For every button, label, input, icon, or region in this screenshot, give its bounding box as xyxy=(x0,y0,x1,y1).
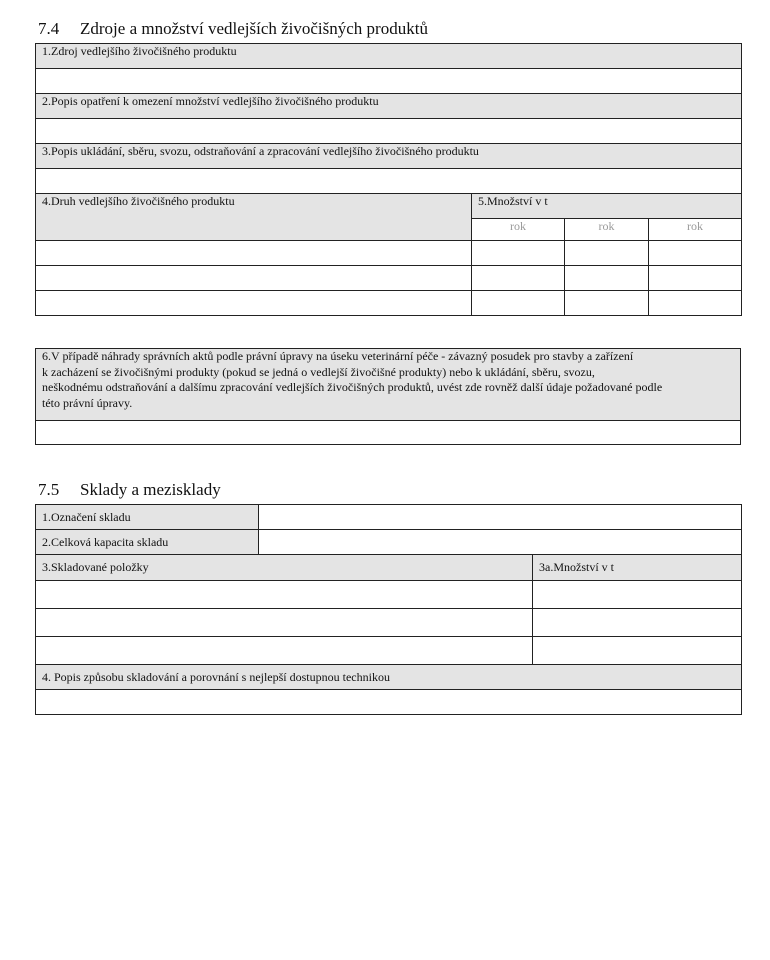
quantity-input-2-3[interactable] xyxy=(649,266,742,291)
stored-item-input-2[interactable] xyxy=(36,609,533,637)
quantity-input-3-1[interactable] xyxy=(472,291,565,316)
note-line-1: 6.V případě náhrady správních aktů podle právní úpravy na úseku veterinární péče - závazný posudek pro stavby a zařízení xyxy=(42,349,634,363)
section-7-4-title xyxy=(38,19,428,39)
field-label-stored-items: 3.Skladované položky xyxy=(36,555,533,581)
year-label-1: rok xyxy=(472,219,565,241)
quantity-input-1-2[interactable] xyxy=(565,241,649,266)
animal-byproducts-table xyxy=(35,43,742,316)
quantity-input-2-1[interactable] xyxy=(472,266,565,291)
storage-table xyxy=(35,504,742,715)
field-label-storage-id: 1.Označení skladu xyxy=(36,505,259,530)
field-label-stored-quantity: 3a.Množství v t xyxy=(533,555,742,581)
section-number: 7.5 xyxy=(38,480,60,499)
field-label-source: 1.Zdroj vedlejšího živočišného produktu xyxy=(36,44,742,69)
product-type-input-3[interactable] xyxy=(36,291,472,316)
field-input-source[interactable] xyxy=(36,69,742,94)
field-label-capacity: 2.Celková kapacita skladu xyxy=(36,530,259,555)
product-type-input-2[interactable] xyxy=(36,266,472,291)
year-label-3: rok xyxy=(649,219,742,241)
field-input-storage-method[interactable] xyxy=(36,690,742,715)
stored-item-input-3[interactable] xyxy=(36,637,533,665)
quantity-input-2-2[interactable] xyxy=(565,266,649,291)
quantity-input-1-3[interactable] xyxy=(649,241,742,266)
section-title-text: Sklady a mezisklady xyxy=(80,480,221,499)
field-input-veterinary-note[interactable] xyxy=(36,421,741,445)
product-type-input-1[interactable] xyxy=(36,241,472,266)
stored-quantity-input-2[interactable] xyxy=(533,609,742,637)
field-input-storage-id[interactable] xyxy=(259,505,742,530)
note-line-2: k zacházení se živočišnými produkty (pokud se jedná o vedlejší živočišné produkty) nebo k ukládání, sběru, svozu, xyxy=(42,364,595,379)
section-7-5-title xyxy=(38,480,221,500)
field-input-handling[interactable] xyxy=(36,169,742,194)
section-title-text: Zdroje a množství vedlejších živočišných produktů xyxy=(80,19,428,38)
quantity-input-3-2[interactable] xyxy=(565,291,649,316)
quantity-input-3-3[interactable] xyxy=(649,291,742,316)
stored-item-input-1[interactable] xyxy=(36,581,533,609)
note-line-4: této právní úpravy. xyxy=(42,395,133,410)
veterinary-note-table xyxy=(35,348,741,445)
stored-quantity-input-1[interactable] xyxy=(533,581,742,609)
note-line-3: neškodnému odstraňování a dalšímu zpracování vedlejších živočišných produktů, uvést zde rovněž další údaje požadované podle xyxy=(42,380,663,394)
stored-quantity-input-3[interactable] xyxy=(533,637,742,665)
field-label-storage-method: 4. Popis způsobu skladování a porovnání s nejlepší dostupnou technikou xyxy=(36,665,742,690)
section-number: 7.4 xyxy=(38,19,60,38)
field-label-reduction-measures: 2.Popis opatření k omezení množství vedlejšího živočišného produktu xyxy=(36,94,742,119)
field-input-capacity[interactable] xyxy=(259,530,742,555)
field-label-product-type: 4.Druh vedlejšího živočišného produktu xyxy=(36,194,472,241)
year-label-2: rok xyxy=(565,219,649,241)
field-input-reduction-measures[interactable] xyxy=(36,119,742,144)
field-label-quantity: 5.Množství v t xyxy=(472,194,742,219)
field-label-handling: 3.Popis ukládání, sběru, svozu, odstraňování a zpracování vedlejšího živočišného produktu xyxy=(36,144,742,169)
field-label-veterinary-note xyxy=(36,349,741,421)
quantity-input-1-1[interactable] xyxy=(472,241,565,266)
